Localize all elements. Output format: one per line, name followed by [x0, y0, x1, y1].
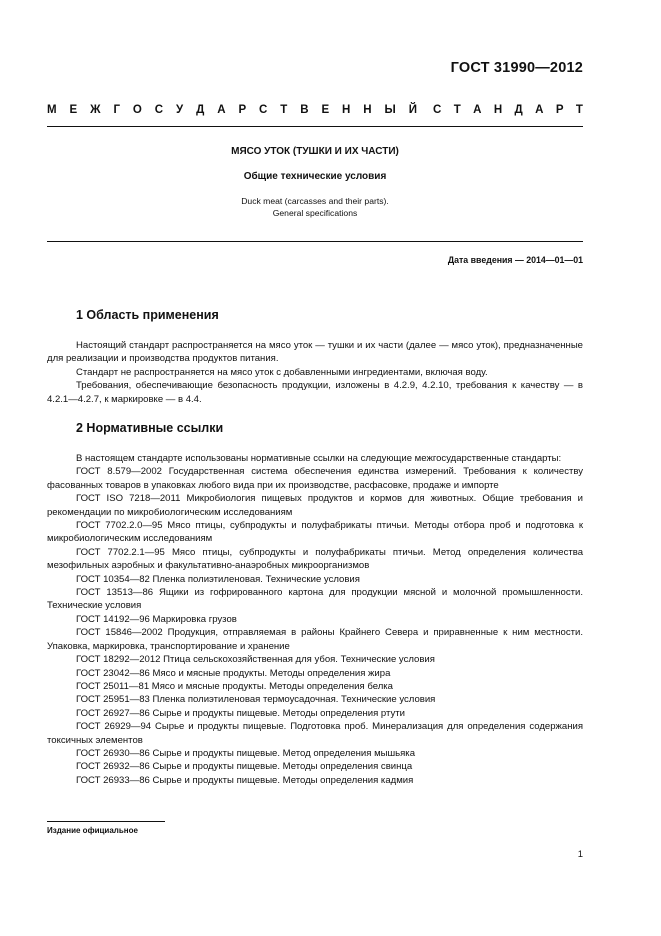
- reference-item: ГОСТ 26932—86 Сырье и продукты пищевые. Методы определения свинца: [76, 761, 413, 773]
- banner-letter: Н: [342, 104, 351, 116]
- paragraph: Требования, обеспечивающие безопасность продукции, изложены в 4.2.9, 4.2.10, требования к качеству — в 4.2.1—4.2.7, к маркировке — в 4.4.: [47, 380, 583, 405]
- document-subtitle: Общие технические условия: [243, 171, 387, 182]
- page-number: 1: [577, 849, 583, 860]
- banner-letter: Д: [196, 104, 205, 116]
- reference-item: ГОСТ 7702.2.0—95 Мясо птицы, субпродукты и полуфабрикаты птичьи. Методы отбора проб и подготовка к микробиологическим исследованиям: [47, 520, 583, 545]
- document-title: МЯСО УТОК (ТУШКИ И ИХ ЧАСТИ): [231, 146, 399, 157]
- english-title-line2: General specifications: [272, 208, 358, 218]
- section-heading-scope: 1 Область применения: [76, 308, 219, 322]
- banner-letter: С: [433, 104, 442, 116]
- introduction-date: Дата введения — 2014—01—01: [447, 255, 583, 265]
- standard-banner: [47, 104, 583, 116]
- banner-letter: Е: [69, 104, 78, 116]
- banner-letter: Ж: [90, 104, 101, 116]
- banner-letter: Т: [280, 104, 288, 116]
- reference-item: ГОСТ 26927—86 Сырье и продукты пищевые. Методы определения ртути: [76, 707, 405, 719]
- banner-letter: Ы: [384, 104, 396, 116]
- reference-item: ГОСТ 26929—94 Сырье и продукты пищевые. Подготовка проб. Минерализация для определения содержания токсичных элементов: [47, 721, 583, 746]
- banner-letter: Т: [453, 104, 461, 116]
- paragraph: Стандарт не распространяется на мясо уток с добавленными ингредиентами, включая воду.: [76, 366, 488, 378]
- banner-letter: Й: [408, 104, 417, 116]
- reference-item: ГОСТ ISO 7218—2011 Микробиология пищевых продуктов и кормов для животных. Общие требования и рекомендации по микробиологическим исследованиям: [47, 493, 583, 518]
- reference-item: ГОСТ 14192—96 Маркировка грузов: [76, 613, 237, 625]
- banner-letter: У: [176, 104, 184, 116]
- banner-letter: С: [259, 104, 268, 116]
- banner-letter: Н: [363, 104, 372, 116]
- official-edition-note: Издание официальное: [47, 826, 138, 835]
- reference-item: ГОСТ 13513—86 Ящики из гофрированного картона для продукции мясной и молочной промышленности. Технические условия: [47, 587, 583, 612]
- banner-word-interstate: [47, 104, 417, 116]
- banner-letter: Р: [238, 104, 247, 116]
- title-bottom-rule: [47, 241, 583, 242]
- reference-item: ГОСТ 15846—2002 Продукция, отправляемая в районы Крайнего Севера и приравненные к ним местности. Упаковка, маркировка, транспортирование и хранение: [47, 627, 583, 652]
- banner-letter: Д: [514, 104, 523, 116]
- banner-letter: Т: [575, 104, 583, 116]
- banner-letter: А: [473, 104, 482, 116]
- banner-letter: О: [132, 104, 142, 116]
- banner-word-standard: [433, 104, 583, 116]
- reference-item: ГОСТ 18292—2012 Птица сельскохозяйственная для убоя. Технические условия: [76, 654, 435, 666]
- paragraph: Настоящий стандарт распространяется на мясо уток — тушки и их части (далее — мясо уток), предназначенные для реализации и производства продуктов питания.: [47, 340, 583, 365]
- reference-item: ГОСТ 10354—82 Пленка полиэтиленовая. Технические условия: [76, 573, 360, 585]
- banner-letter: Е: [321, 104, 330, 116]
- banner-letter: А: [535, 104, 544, 116]
- banner-letter: С: [154, 104, 164, 116]
- banner-letter: Н: [493, 104, 503, 116]
- top-rule: [47, 126, 583, 127]
- banner-letter: Г: [113, 104, 120, 116]
- section-heading-references: 2 Нормативные ссылки: [76, 421, 224, 435]
- reference-item: ГОСТ 26930—86 Сырье и продукты пищевые. Метод определения мышьяка: [76, 747, 415, 759]
- reference-item: ГОСТ 7702.2.1—95 Мясо птицы, субпродукты и полуфабрикаты птичьи. Метод определения количества мезофильных аэробных и факультативно-анаэробных микроорганизмов: [47, 546, 583, 572]
- reference-item: ГОСТ 8.579—2002 Государственная система обеспечения единства измерений. Требования к количеству фасованных товаров в упаковках любого вида при их производстве, расфасовке, продаже и импорте: [47, 466, 583, 491]
- reference-item: ГОСТ 25951—83 Пленка полиэтиленовая термоусадочная. Технические условия: [76, 694, 436, 706]
- banner-letter: А: [217, 104, 226, 116]
- doc-code: ГОСТ 31990—2012: [450, 60, 583, 76]
- reference-item: ГОСТ 25011—81 Мясо и мясные продукты. Методы определения белка: [76, 680, 393, 692]
- banner-letter: В: [300, 104, 309, 116]
- banner-letter: М: [47, 104, 57, 116]
- paragraph: В настоящем стандарте использованы нормативные ссылки на следующие межгосударственные стандарты:: [76, 453, 562, 464]
- footer-rule: [47, 821, 165, 822]
- reference-item: ГОСТ 26933—86 Сырье и продукты пищевые. Методы определения кадмия: [76, 774, 414, 786]
- english-title-line1: Duck meat (carcasses and their parts).: [241, 196, 389, 206]
- reference-item: ГОСТ 23042—86 Мясо и мясные продукты. Методы определения жира: [76, 667, 391, 679]
- section-body-references: [47, 452, 583, 787]
- banner-letter: Р: [555, 104, 564, 116]
- section-body-scope: [47, 339, 583, 406]
